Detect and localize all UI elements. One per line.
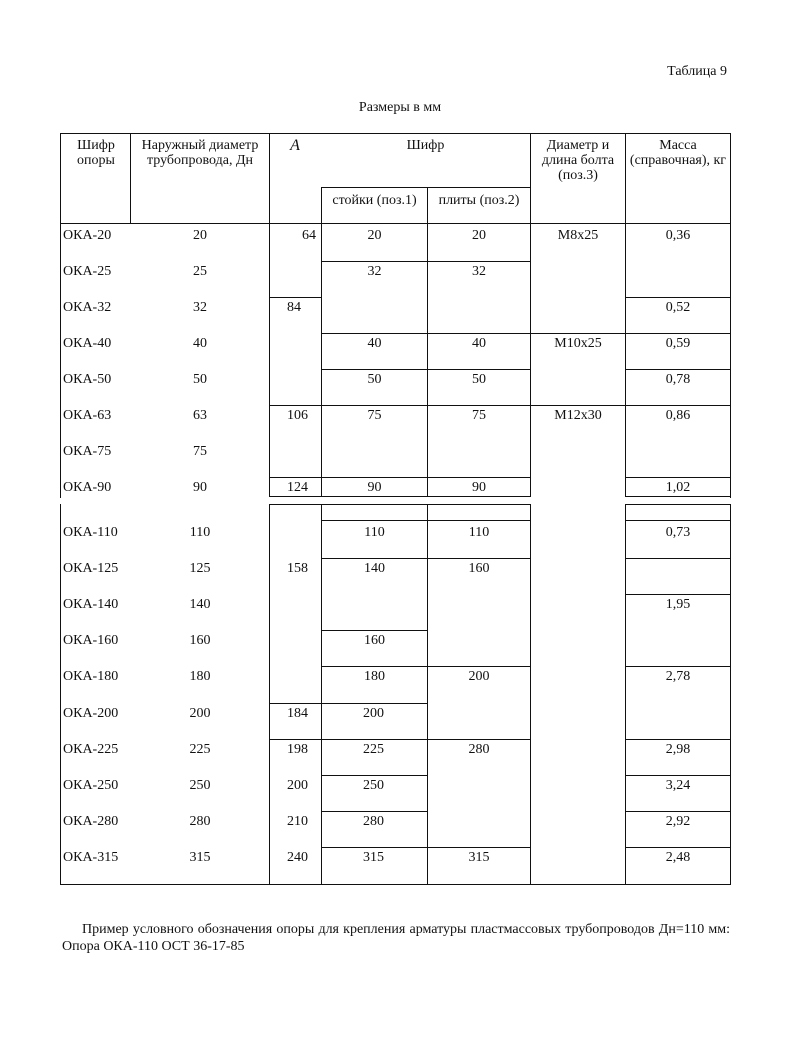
header-bolt: Диаметр и длина болта (поз.3) (541, 138, 615, 183)
mass-cell: 3,24 (665, 778, 691, 793)
stand-cell: 40 (367, 336, 382, 351)
a-cell: 200 (287, 778, 308, 793)
plate-cell: 75 (472, 408, 486, 423)
mass-cell: 0,36 (665, 228, 691, 243)
code-cell: ОКА-110 (63, 525, 118, 540)
header-plate: плиты (поз.2) (438, 193, 520, 208)
stand-cell: 32 (367, 264, 382, 279)
bolt-cell: М10х25 (554, 336, 602, 351)
mass-cell: 2,92 (665, 814, 691, 829)
plate-cell: 32 (472, 264, 486, 279)
a-cell: 184 (287, 706, 308, 721)
bolt-cell: М12х30 (554, 408, 602, 423)
stand-cell: 315 (363, 850, 384, 865)
a-cell: 106 (287, 408, 308, 423)
plate-cell: 160 (468, 561, 490, 576)
bolt-cell: М8х25 (557, 228, 599, 243)
code-cell: ОКА-32 (63, 300, 112, 315)
code-cell: ОКА-25 (63, 264, 112, 279)
units-caption: Размеры в мм (358, 100, 442, 115)
plate-cell: 50 (472, 372, 486, 387)
table-number: Таблица 9 (667, 64, 727, 79)
code-cell: ОКА-40 (63, 336, 112, 351)
stand-cell: 110 (364, 525, 385, 540)
plate-cell: 110 (468, 525, 490, 540)
stand-cell: 250 (363, 778, 384, 793)
diameter-cell: 200 (189, 706, 211, 721)
diameter-cell: 315 (189, 850, 211, 865)
mass-cell: 0,73 (665, 525, 691, 540)
stand-cell: 280 (363, 814, 384, 829)
mass-cell: 0,86 (665, 408, 691, 423)
mass-cell: 0,78 (665, 372, 691, 387)
header-mass: Масса (справочная), кг (629, 138, 727, 168)
header-a: А (290, 137, 300, 154)
plate-cell: 90 (472, 480, 486, 495)
plate-cell: 200 (468, 669, 490, 684)
code-cell: ОКА-200 (63, 706, 119, 721)
diameter-cell: 225 (189, 742, 211, 757)
a-cell: 198 (287, 742, 308, 757)
diameter-cell: 250 (189, 778, 211, 793)
a-cell: 124 (287, 480, 308, 495)
a-cell: 158 (287, 561, 308, 576)
diameter-cell: 280 (189, 814, 211, 829)
designation-example-note: Пример условного обозначения опоры для крепления арматуры пластмассовых трубопроводов Дн=110 мм: Опора ОКА-110 ОСТ 36-17-85 (62, 922, 730, 954)
header-shifr: Шифр (406, 138, 445, 153)
diameter-cell: 75 (193, 444, 207, 459)
code-cell: ОКА-63 (63, 408, 112, 423)
stand-cell: 200 (363, 706, 384, 721)
diameter-cell: 180 (189, 669, 211, 684)
a-cell: 240 (287, 850, 308, 865)
plate-cell: 20 (472, 228, 486, 243)
diameter-cell: 140 (189, 597, 211, 612)
stand-cell: 140 (364, 561, 385, 576)
diameter-cell: 20 (193, 228, 207, 243)
code-cell: ОКА-125 (63, 561, 119, 576)
stand-cell: 90 (367, 480, 382, 495)
diameter-cell: 40 (193, 336, 207, 351)
diameter-cell: 25 (193, 264, 207, 279)
code-cell: ОКА-280 (63, 814, 119, 829)
stand-cell: 180 (364, 669, 385, 684)
plate-cell: 280 (468, 742, 490, 757)
stand-cell: 50 (367, 372, 382, 387)
diameter-cell: 32 (193, 300, 207, 315)
code-cell: ОКА-250 (63, 778, 119, 793)
code-cell: ОКА-140 (63, 597, 119, 612)
code-cell: ОКА-20 (63, 228, 112, 243)
mass-cell: 2,78 (665, 669, 691, 684)
plate-cell: 315 (468, 850, 490, 865)
code-cell: ОКА-160 (63, 633, 119, 648)
mass-cell: 0,59 (665, 336, 691, 351)
diameter-cell: 50 (193, 372, 207, 387)
stand-cell: 225 (363, 742, 384, 757)
mass-cell: 1,02 (665, 480, 691, 495)
code-cell: ОКА-315 (63, 850, 119, 865)
a-cell: 84 (287, 300, 301, 315)
code-cell: ОКА-180 (63, 669, 119, 684)
diameter-cell: 90 (193, 480, 207, 495)
header-diameter: Наружный диаметр трубопровода, Дн (141, 138, 259, 168)
diameter-cell: 125 (189, 561, 211, 576)
mass-cell: 2,48 (665, 850, 691, 865)
diameter-cell: 110 (189, 525, 211, 540)
a-cell: 210 (287, 814, 308, 829)
code-cell: ОКА-90 (63, 480, 112, 495)
mass-cell: 2,98 (665, 742, 691, 757)
stand-cell: 20 (367, 228, 382, 243)
code-cell: ОКА-225 (63, 742, 119, 757)
mass-cell: 1,95 (665, 597, 691, 612)
code-cell: ОКА-75 (63, 444, 112, 459)
a-cell: 64 (302, 228, 316, 243)
code-cell: ОКА-50 (63, 372, 112, 387)
mass-cell: 0,52 (665, 300, 691, 315)
plate-cell: 40 (472, 336, 486, 351)
diameter-cell: 63 (193, 408, 207, 423)
header-stand: стойки (поз.1) (332, 193, 417, 208)
diameter-cell: 160 (189, 633, 211, 648)
stand-cell: 75 (367, 408, 382, 423)
stand-cell: 160 (364, 633, 385, 648)
header-code: Шифр опоры (77, 138, 115, 168)
